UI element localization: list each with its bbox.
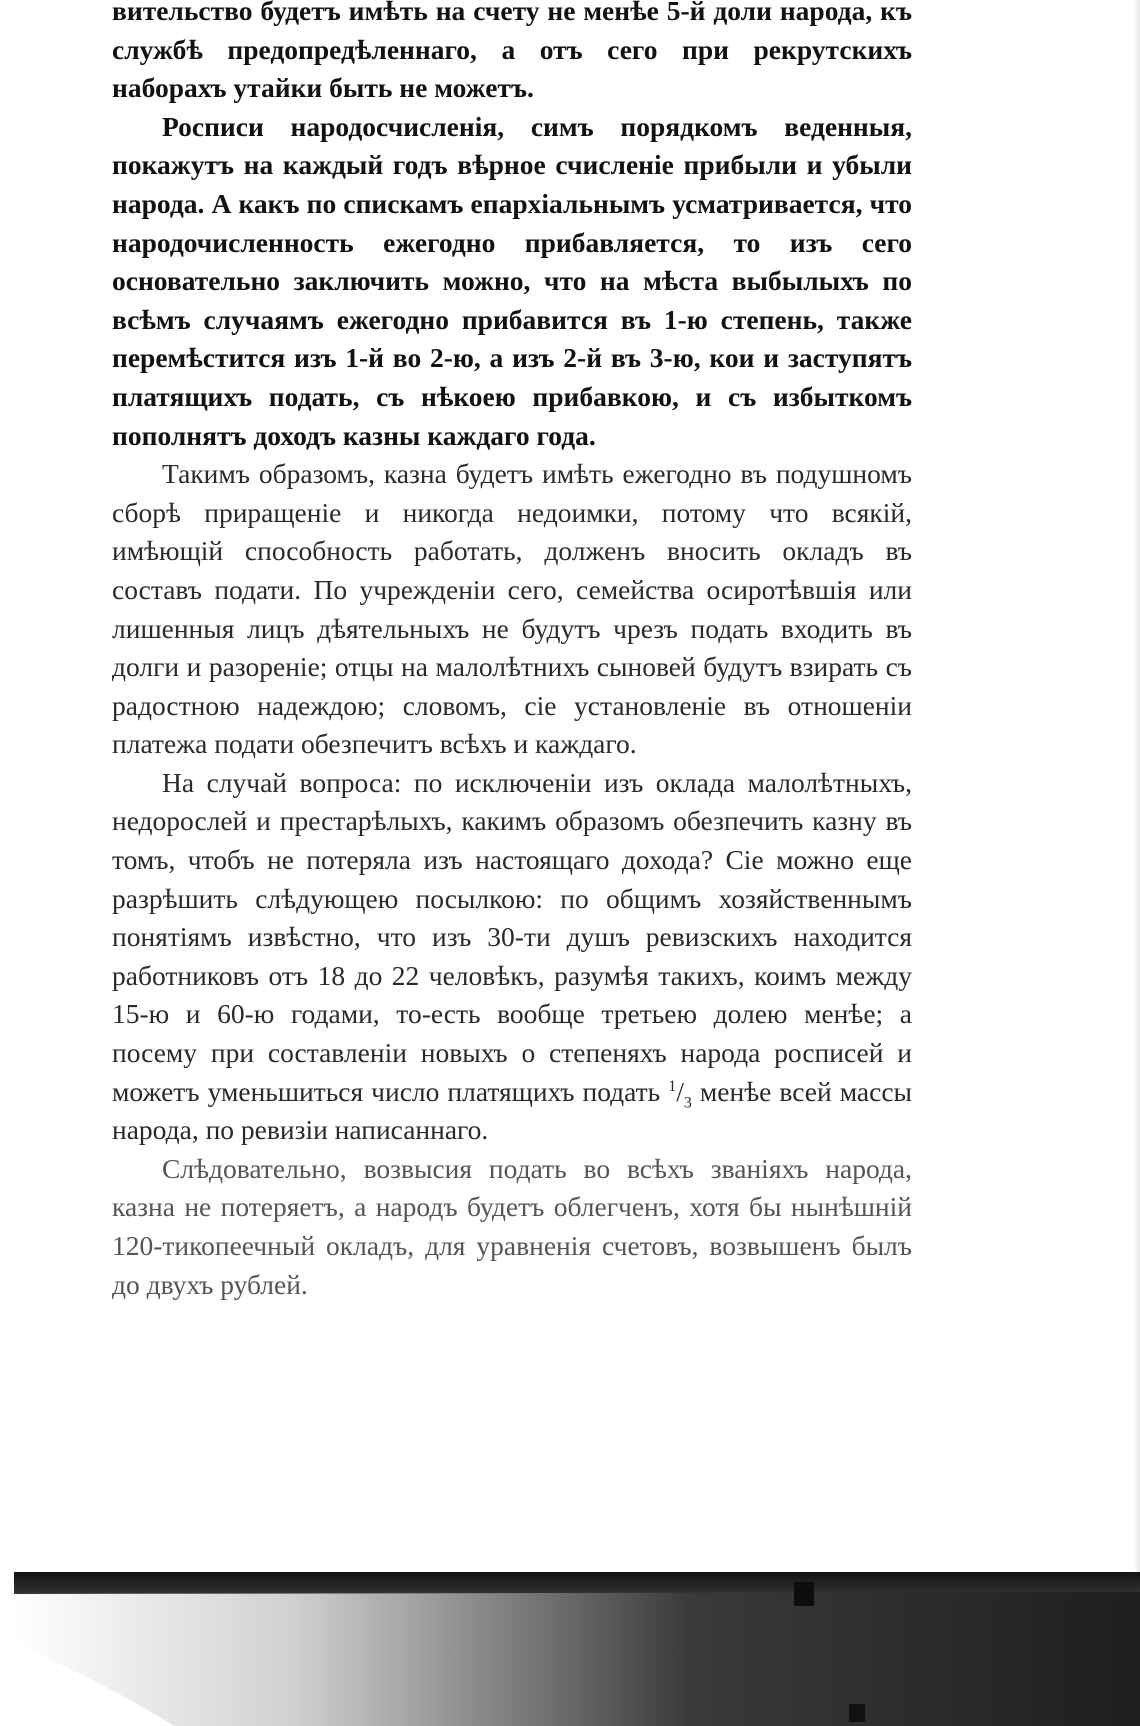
fraction-denominator: 3 [683,1094,692,1112]
paragraph-3: Такимъ образомъ, казна будетъ имѣть ежегодно въ подушномъ сборѣ приращеніе и никогда недоимки, потому что всякій, имѣющій способность работать, долженъ вносить окладъ въ составъ подати. По учрежденіи сего, семейства осиротѣвшія или лишенныя лицъ дѣятельныхъ не будутъ чрезъ подать входить въ долги и разореніе; отцы на малолѣтнихъ сыновей будутъ взирать съ радостною надеждою; словомъ, сіе установленіе въ отношеніи платежа подати обезпечитъ всѣхъ и каждаго. [112,458,912,760]
paragraph-2: Росписи народосчисленія, симъ порядкомъ веденныя, покажутъ на каждый годъ вѣрное счисленіе прибыли и убыли народа. А какъ по спискамъ епархіальнымъ усматривается, что народочисленность ежегодно прибавляется, то изъ сего основательно заключить можно, что на мѣста выбылыхъ по всѣмъ случаямъ ежегодно прибавится въ 1-ю степень, также перемѣстится изъ 1-й во 2-ю, а изъ 2-й въ 3-ю, кои и заступятъ платящихъ подать, съ нѣкоею прибавкою, и съ избыткомъ пополнятъ доходъ казны каждаго года. [112,110,912,451]
paragraph-4: На случай вопроса: по исключеніи изъ оклада малолѣтныхъ, недорослей и престарѣлыхъ, какимъ образомъ обезпечить казну въ томъ, чтобъ не потеряла изъ настоящаго дохода? Сіе можно еще разрѣшить слѣдующею посылкою: по общимъ хозяйственнымъ понятіямъ извѣстно, что изъ 30-ти душъ ревизскихъ находится работниковъ отъ 18 до 22 человѣкъ, разумѣя такихъ, коимъ между 15-ю и 60-ю годами, то-есть вообще третьею долею менѣе; а посему при составленіи новыхъ о степеняхъ народа росписей и можетъ уменьшиться число платящихъ подать $^1/_3$ менѣе всей массы народа, по ревизіи написаннаго. [112,766,913,1146]
page-edge [1134,0,1140,1726]
paragraph-4-text: На случай вопроса: по исключеніи изъ оклада малолѣтныхъ, недорослей и престарѣлыхъ, какимъ образомъ обезпечить казну въ томъ, чтобъ не потеряла изъ настоящаго дохода? Сіе можно еще разрѣшить слѣдующею посылкою: по общимъ хозяйственнымъ понятіямъ извѣстно, что изъ 30-ти душъ ревизскихъ находится работниковъ отъ 18 до 22 человѣкъ, разумѣя такихъ, коимъ между 15-ю и 60-ю годами, то-есть вообще третьею долею менѣе; а посему при составленіи новыхъ о степеняхъ народа росписей и можетъ уменьшиться число платящихъ подать [112,766,912,1107]
scan-shadow [14,1572,1140,1726]
page-text [112,0,912,1304]
fraction-numerator: 1 [668,1077,677,1095]
paragraph-4-tail: менѣе всей массы народа, по ревизіи написаннаго. [112,1075,913,1146]
paragraph-5: Слѣдовательно, возвысия подать во всѣхъ званіяхъ народа, казна не потеряетъ, а народъ будетъ облегченъ, хотя бы нынѣшній 120-тикопеечный окладъ, для уравненія счетовъ, возвышенъ былъ до двухъ рублей. [112,1152,912,1300]
paragraph-1: вительство будетъ имѣть на счету не менѣе 5-й доли народа, къ службѣ предопредѣленнаго, а отъ сего при рекрутскихъ наборахъ утайки быть не можетъ. [112,0,912,104]
